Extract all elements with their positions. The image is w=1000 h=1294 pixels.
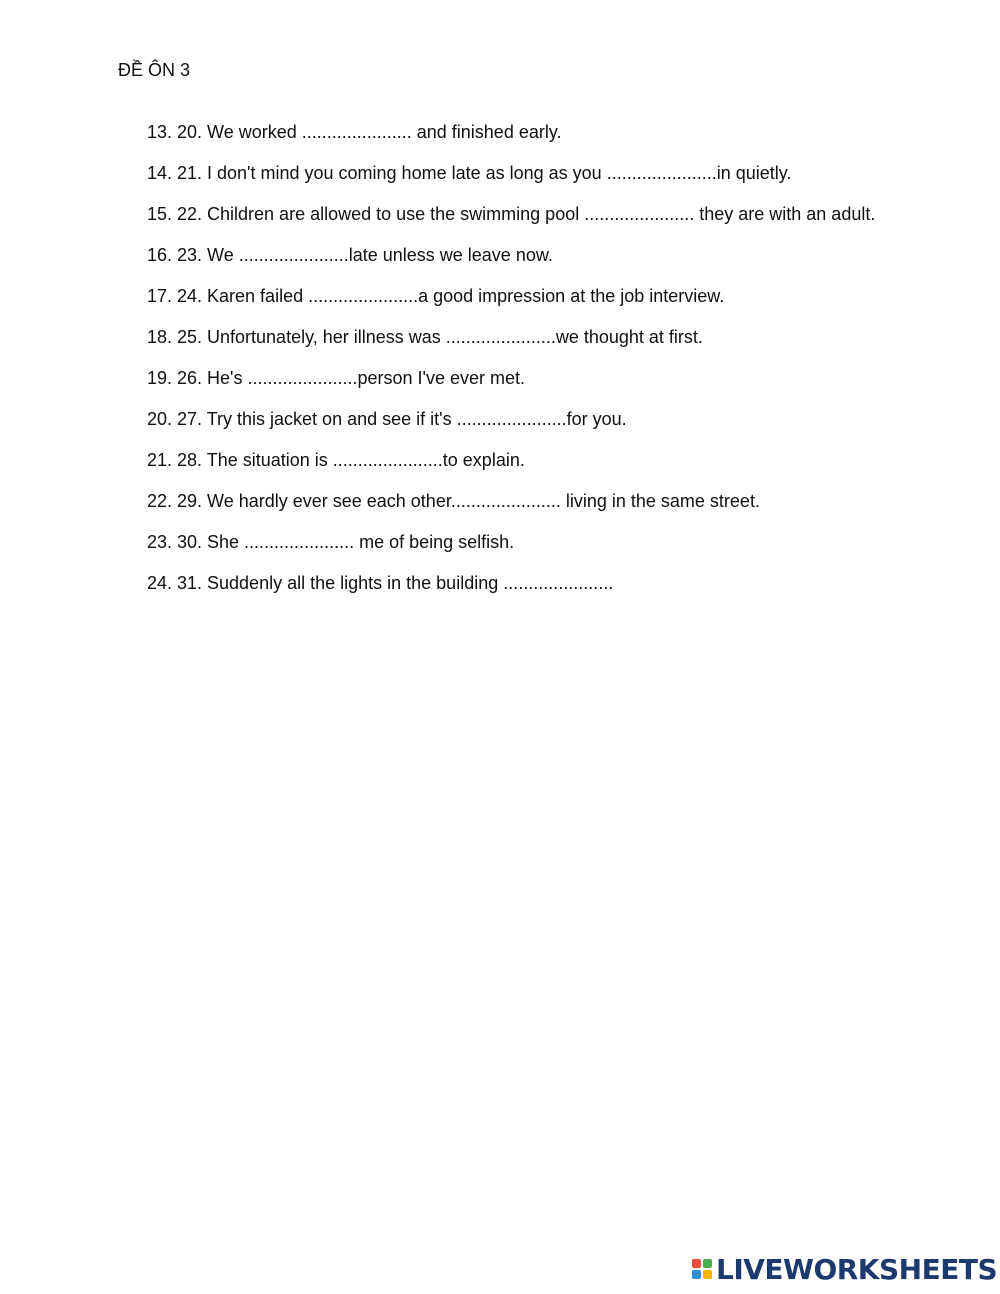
item-number: 22. — [147, 491, 173, 511]
list-item — [0, 323, 1000, 351]
list-item — [0, 405, 1000, 433]
list-item — [0, 241, 1000, 269]
item-number: 16. — [147, 245, 173, 265]
page-title: ĐỀ ÔN 3 — [118, 60, 191, 80]
list-item — [0, 159, 1000, 187]
item-text: 22. Children are allowed to use the swimming pool ...................... they are with an adult. — [177, 204, 876, 224]
liveworksheets-logo — [692, 1252, 997, 1286]
item-number: 15. — [147, 204, 173, 224]
item-number: 19. — [147, 368, 173, 388]
list-item — [0, 118, 1000, 146]
item-number: 13. — [147, 122, 173, 142]
list-item — [0, 446, 1000, 474]
list-item — [0, 528, 1000, 556]
item-number: 20. — [147, 409, 173, 429]
logo-mark-icon — [692, 1259, 712, 1279]
item-number: 21. — [147, 450, 173, 470]
item-text: 24. Karen failed ......................a good impression at the job interview. — [177, 286, 725, 306]
item-text: 28. The situation is ......................to explain. — [177, 450, 525, 470]
item-text: 26. He's ......................person I've ever met. — [177, 368, 526, 388]
logo-mark-square — [703, 1270, 712, 1279]
item-number: 24. — [147, 573, 173, 593]
exercise-list — [0, 118, 1000, 610]
item-text: 20. We worked ...................... and finished early. — [177, 122, 562, 142]
item-number: 23. — [147, 532, 173, 552]
list-item — [0, 282, 1000, 310]
list-item — [0, 200, 1000, 228]
list-item — [0, 569, 1000, 597]
item-text: 21. I don't mind you coming home late as long as you ......................in quietly. — [177, 163, 792, 183]
item-text: 29. We hardly ever see each other...................... living in the same street. — [177, 491, 760, 511]
logo-mark-square — [692, 1259, 701, 1268]
logo-mark-square — [703, 1259, 712, 1268]
item-text: 31. Suddenly all the lights in the building ...................... — [177, 573, 614, 593]
logo-text: LIVEWORKSHEETS — [716, 1252, 998, 1286]
item-text: 23. We ......................late unless we leave now. — [177, 245, 553, 265]
item-text: 30. She ...................... me of being selfish. — [177, 532, 515, 552]
item-number: 17. — [147, 286, 173, 306]
item-number: 18. — [147, 327, 173, 347]
item-number: 14. — [147, 163, 173, 183]
list-item — [0, 487, 1000, 515]
item-text: 27. Try this jacket on and see if it's ......................for you. — [177, 409, 627, 429]
list-item — [0, 364, 1000, 392]
item-text: 25. Unfortunately, her illness was ......................we thought at first. — [177, 327, 703, 347]
logo-mark-square — [692, 1270, 701, 1279]
